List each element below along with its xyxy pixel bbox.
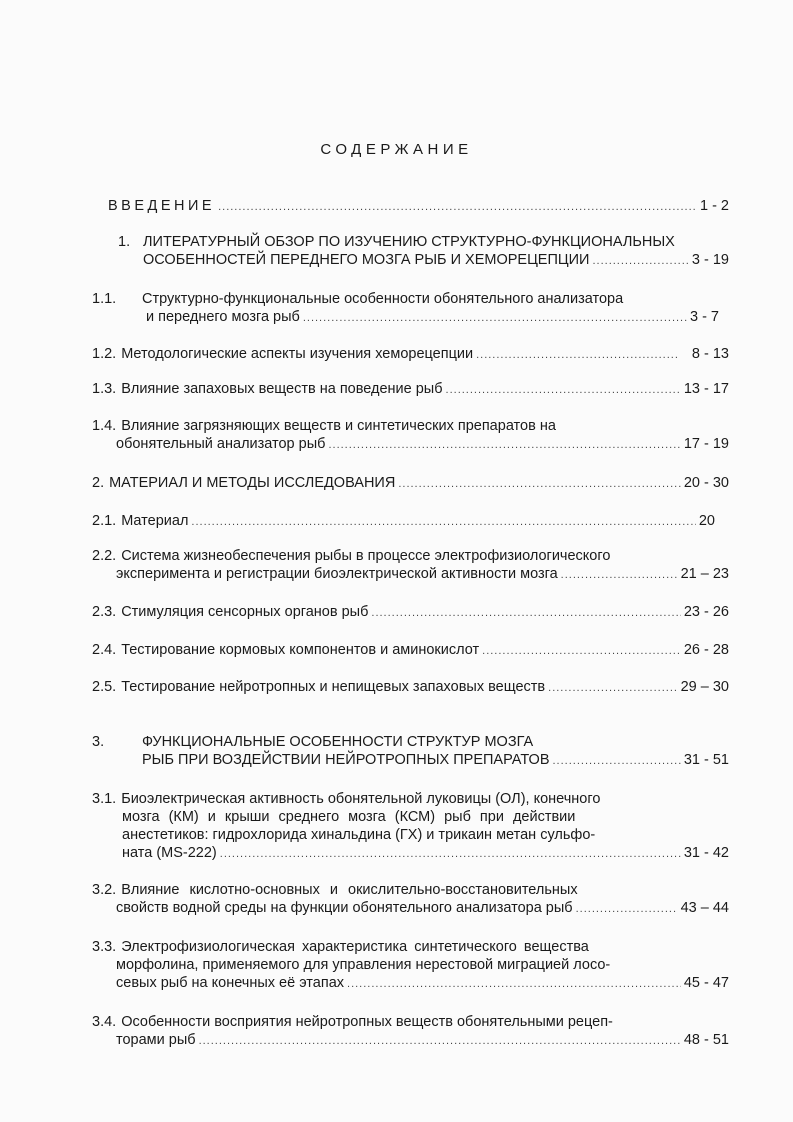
toc-label: МАТЕРИАЛ И МЕТОДЫ ИССЛЕДОВАНИЯ	[109, 475, 396, 491]
toc-number: 1.4.	[92, 418, 117, 434]
toc-label: Методологические аспекты изучения хеморецепции	[121, 346, 474, 362]
toc-number: 2.3.	[92, 604, 117, 620]
toc-number: 2.	[92, 475, 105, 491]
dot-leader	[398, 475, 681, 493]
toc-label-line1: ФУНКЦИОНАЛЬНЫЕ ОСОБЕННОСТИ СТРУКТУР МОЗГА	[142, 734, 534, 750]
toc-label-line1: Влияние загрязняющих веществ и синтетических препаратов на	[121, 418, 556, 434]
toc-page: 8 - 13	[691, 346, 729, 362]
toc-entry-3-1	[92, 790, 729, 863]
toc-label-line2: мозга (КМ) и крыши среднего мозга (КСМ) рыб при действии	[122, 809, 576, 825]
toc-label-line1: ЛИТЕРАТУРНЫЙ ОБЗОР ПО ИЗУЧЕНИЮ СТРУКТУРНО-ФУНКЦИОНАЛЬНЫХ	[143, 234, 675, 250]
dot-leader	[347, 975, 681, 993]
dot-leader	[371, 604, 680, 622]
toc-label-line1: Влияние кислотно-основных и окислительно-восстановительных	[121, 882, 578, 898]
toc-number: 2.5.	[92, 679, 117, 695]
toc-label-line2: эксперимента и регистрации биоэлектрической активности мозга	[116, 566, 558, 582]
toc-page: 21 – 23	[680, 566, 729, 582]
toc-page: 3 - 7	[689, 309, 719, 325]
toc-label-line3: севых рыб на конечных её этапах	[116, 975, 345, 991]
toc-entry-3-4	[92, 1013, 729, 1050]
toc-number: 1.1.	[92, 291, 117, 307]
dot-leader	[218, 198, 697, 216]
toc-page: 20	[698, 513, 715, 529]
dot-leader	[553, 752, 681, 770]
toc-page: 31 - 51	[683, 752, 729, 768]
dot-leader	[576, 900, 678, 918]
toc-entry-2-2	[92, 547, 729, 584]
toc-number: 1.3.	[92, 381, 117, 397]
toc-label: Стимуляция сенсорных органов рыб	[121, 604, 369, 620]
toc-page: 20 - 30	[683, 475, 729, 491]
toc-number: 3.	[92, 734, 105, 750]
dot-leader	[191, 513, 695, 531]
toc-label: Тестирование нейротропных и непищевых запаховых веществ	[121, 679, 546, 695]
dot-leader	[328, 436, 680, 454]
dot-leader	[476, 346, 678, 364]
toc-page: 13 - 17	[683, 381, 729, 397]
toc-entry-ch1	[118, 233, 729, 270]
toc-entry-2-1	[92, 512, 729, 531]
toc-label-line2: обонятельный анализатор рыб	[116, 436, 326, 452]
toc-number: 1.	[118, 234, 131, 250]
toc-entry-1-4	[92, 417, 729, 454]
toc-entry-2-5	[92, 678, 729, 697]
toc-label: ВВЕДЕНИЕ	[108, 198, 216, 214]
dot-leader	[561, 566, 678, 584]
dot-leader	[482, 642, 681, 660]
toc-entry-1-1	[92, 290, 729, 327]
toc-number: 3.2.	[92, 882, 117, 898]
toc-page: 17 - 19	[683, 436, 729, 452]
toc-page: 23 - 26	[683, 604, 729, 620]
dot-leader	[548, 679, 677, 697]
toc-label-line2: РЫБ ПРИ ВОЗДЕЙСТВИИ НЕЙРОТРОПНЫХ ПРЕПАРАТОВ	[142, 752, 550, 768]
toc-page: 3 - 19	[691, 252, 729, 268]
toc-entry-2-3	[92, 603, 729, 622]
toc-entry-3-2	[92, 881, 729, 918]
toc-label-line2: и переднего мозга рыб	[146, 309, 300, 325]
toc-label-line1: Биоэлектрическая активность обонятельной луковицы (ОЛ), конечного	[121, 791, 601, 807]
toc-label-line3: анестетиков: гидрохлорида хинальдина (ГХ) и трикаин метан сульфо-	[122, 827, 596, 843]
toc-number: 3.4.	[92, 1014, 117, 1030]
toc-number: 2.1.	[92, 513, 117, 529]
toc-page: 48 - 51	[683, 1032, 729, 1048]
toc-page: 31 - 42	[683, 845, 729, 861]
toc-label-line1: Электрофизиологическая характеристика синтетического вещества	[121, 939, 589, 955]
toc-label: Материал	[121, 513, 189, 529]
toc-page: 45 - 47	[683, 975, 729, 991]
toc-label-line2: ОСОБЕННОСТЕЙ ПЕРЕДНЕГО МОЗГА РЫБ И ХЕМОРЕЦЕПЦИИ	[143, 252, 590, 268]
toc-page: 29 – 30	[680, 679, 729, 695]
toc-entry-1-2	[92, 345, 729, 364]
dot-leader	[592, 252, 688, 270]
toc-number: 2.4.	[92, 642, 117, 658]
toc-number: 2.2.	[92, 548, 117, 564]
toc-label-line1: Система жизнеобеспечения рыбы в процессе электрофизиологического	[121, 548, 611, 564]
toc-number: 3.3.	[92, 939, 117, 955]
toc-entry-1-3	[92, 380, 729, 399]
toc-label-line2: торами рыб	[116, 1032, 196, 1048]
toc-label: Тестирование кормовых компонентов и аминокислот	[121, 642, 480, 658]
dot-leader	[446, 381, 681, 399]
toc-entry-ch3	[92, 733, 729, 770]
toc-label-line1: Особенности восприятия нейротропных веществ обонятельными рецеп-	[121, 1014, 613, 1030]
toc-entry-3-3	[92, 938, 729, 993]
toc-page: 26 - 28	[683, 642, 729, 658]
toc-label-line1: Структурно-функциональные особенности обонятельного анализатора	[142, 291, 624, 307]
toc-number: 1.2.	[92, 346, 117, 362]
toc-label-line4: ната (MS-222)	[122, 845, 217, 861]
dot-leader	[303, 309, 687, 327]
toc-page: 43 – 44	[680, 900, 729, 916]
toc-entry-ch2	[92, 474, 729, 493]
toc-number: 3.1.	[92, 791, 117, 807]
toc-page: 1 - 2	[699, 198, 729, 214]
dot-leader	[199, 1032, 681, 1050]
toc-label: Влияние запаховых веществ на поведение рыб	[121, 381, 443, 397]
page-title: СОДЕРЖАНИЕ	[320, 141, 473, 158]
dot-leader	[220, 845, 681, 863]
toc-entry-2-4	[92, 641, 729, 660]
toc-label-line2: свойств водной среды на функции обонятельного анализатора рыб	[116, 900, 573, 916]
toc-entry-intro	[108, 197, 729, 216]
toc-label-line2: морфолина, применяемого для управления нерестовой миграцией лосо-	[116, 957, 611, 973]
